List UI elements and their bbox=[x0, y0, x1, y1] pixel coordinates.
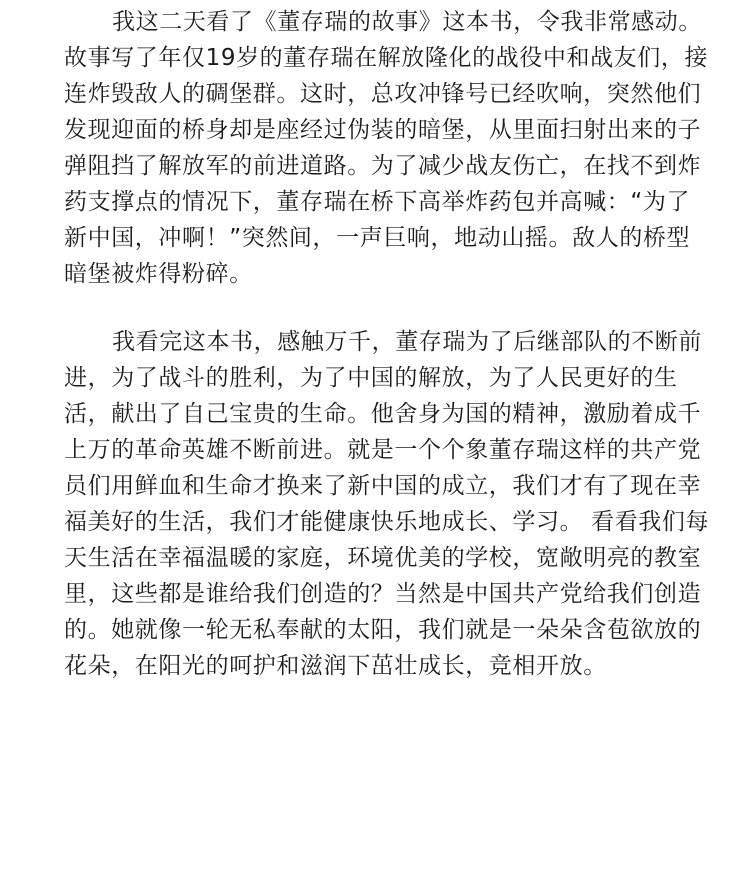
paragraph-line: 员们用鲜血和生命才换来了新中国的成立，我们才有了现在幸 bbox=[64, 473, 702, 499]
paragraph-line: 暗堡被炸得粉碎。 bbox=[64, 261, 253, 287]
paragraph-1 bbox=[64, 4, 716, 292]
paragraph-line: 我这二天看了《董存瑞的故事》这本书，令我非常感动。 bbox=[112, 9, 702, 35]
paragraph-line: 故事写了年仅19岁的董存瑞在解放隆化的战役中和战友们，接 bbox=[64, 45, 709, 71]
paragraph-line: 进，为了战斗的胜利，为了中国的解放，为了人民更好的生 bbox=[64, 365, 678, 391]
paragraph-2 bbox=[64, 324, 716, 684]
paragraph-line: 发现迎面的桥身却是座经过伪装的暗堡，从里面扫射出来的子 bbox=[64, 117, 702, 143]
paragraph-line: 里，这些都是谁给我们创造的？当然是中国共产党给我们创造 bbox=[64, 581, 702, 607]
paragraph-line: 上万的革命英雄不断前进。就是一个个象董存瑞这样的共产党 bbox=[64, 437, 702, 463]
paragraph-line: 连炸毁敌人的碉堡群。这时，总攻冲锋号已经吹响，突然他们 bbox=[64, 81, 702, 107]
paragraph-spacer bbox=[64, 292, 716, 324]
paragraph-line: 新中国，冲啊！”突然间，一声巨响，地动山摇。敌人的桥型 bbox=[64, 225, 691, 251]
paragraph-line: 我看完这本书，感触万千，董存瑞为了后继部队的不断前 bbox=[112, 329, 702, 355]
paragraph-line: 弹阻挡了解放军的前进道路。为了减少战友伤亡，在找不到炸 bbox=[64, 153, 702, 179]
paragraph-line: 花朵，在阳光的呵护和滋润下茁壮成长，竞相开放。 bbox=[64, 653, 607, 679]
paragraph-line: 福美好的生活，我们才能健康快乐地成长、学习。 看看我们每 bbox=[64, 509, 710, 535]
paragraph-line: 药支撑点的情况下，董存瑞在桥下高举炸药包并高喊：“为了 bbox=[64, 189, 691, 215]
paragraph-line: 天生活在幸福温暖的家庭，环境优美的学校，宽敞明亮的教室 bbox=[64, 545, 702, 571]
paragraph-line: 的。她就像一轮无私奉献的太阳，我们就是一朵朵含苞欲放的 bbox=[64, 617, 702, 643]
paragraph-line: 活，献出了自己宝贵的生命。他舍身为国的精神，激励着成千 bbox=[64, 401, 702, 427]
